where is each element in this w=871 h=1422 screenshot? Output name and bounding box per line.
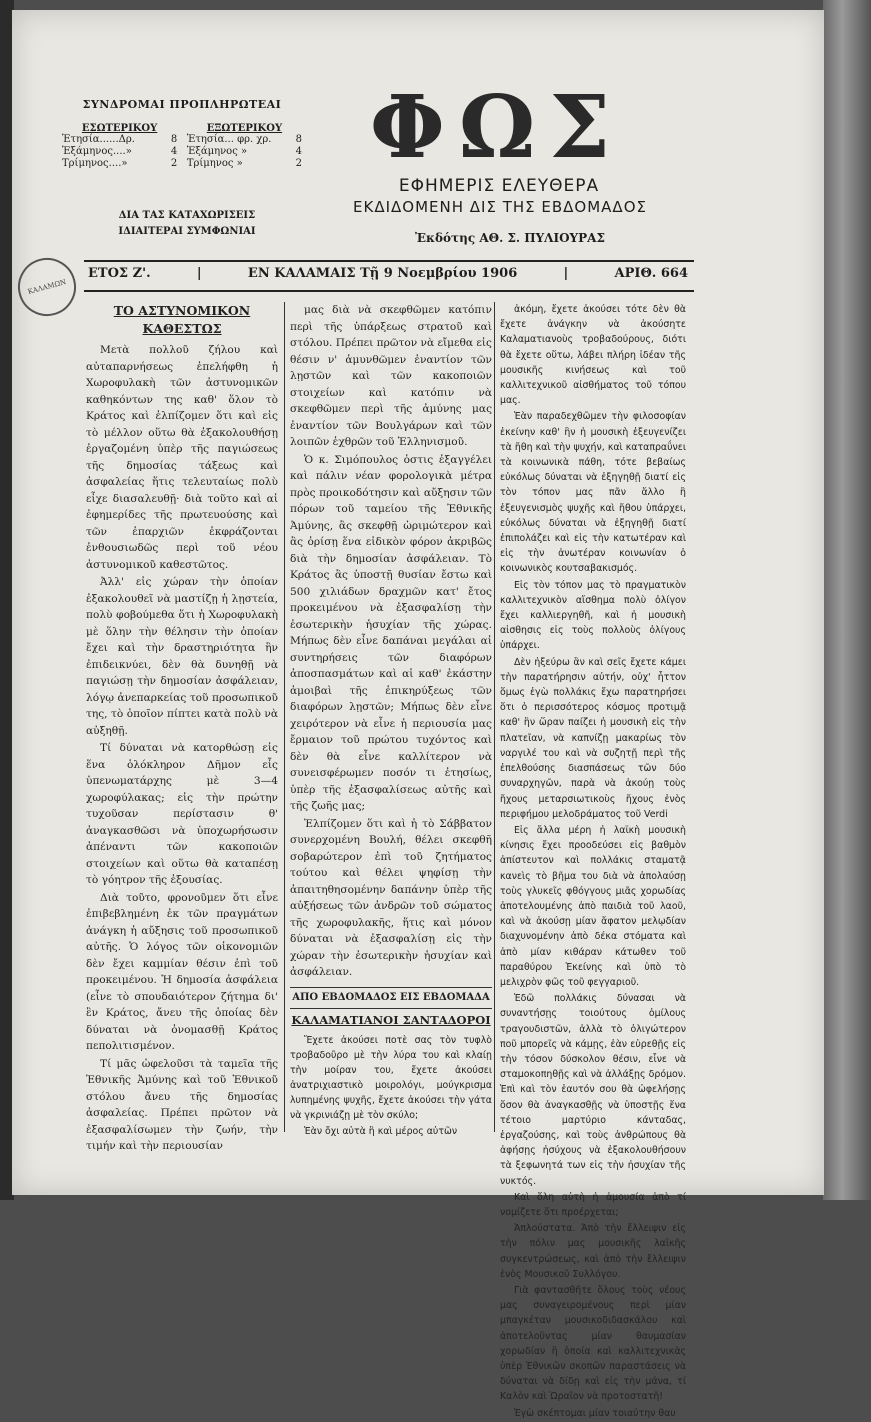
domestic-header: ΕΣΩΤΕΡΙΚΟΥ <box>81 123 158 134</box>
rate-row: Ἐξάμηνος....» 4 <box>62 146 178 157</box>
place-date: ΕΝ ΚΑΛΑΜΑΙΣ Τῇ 9 Νοεμβρίου 1906 <box>247 266 518 281</box>
foreign-header: ΕΞΩΤΕΡΙΚΟΥ <box>206 123 283 134</box>
rate-row: Τρίμηνος....» 2 <box>62 158 178 169</box>
section-body <box>290 1033 492 1139</box>
separator: | <box>196 266 202 281</box>
paragraph: Μετὰ πολλοῦ ζήλου καὶ αὐταπαρνήσεως ἐπελήφθη ἡ Χωροφυλακὴ τῶν ἀστυνομικῶν καθηκόντων της καθ' ὅλον τὸ Κράτος καὶ ἐλπίζομεν ὅτι καὶ εἰς τὸ μέλλον οὕτω θὰ ἐξακολουθήσῃ ἐργαζομένη ὑπὲρ τῆς παγιώσεως τῆς δημοσίας τάξεως καὶ ἀσφαλείας ἥτις τελευταίως πολὺ εἶχε διασαλευθῇ· διὰ τοῦτο καὶ αἱ ἐφημερίδες τῆς πρωτευούσης καὶ τῶν ἐπαρχιῶν ἐκφράζονται ἐνθουσιωδῶς περὶ τοῦ νέου ἀστυνομικοῦ καθεστῶτος. <box>86 344 278 571</box>
ads-line-2: ΙΔΙΑΙΤΕΡΑΙ ΣΥΜΦΩΝΙΑΙ <box>118 226 256 237</box>
subtitle-twice-weekly: ΕΚΔΙΔΟΜΕΝΗ ΔΙΣ ΤΗΣ ΕΒΔΟΜΑΔΟΣ <box>353 198 647 216</box>
year-label: ΕΤΟΣ Ζ'. <box>88 266 151 281</box>
page-edge <box>823 0 871 1200</box>
paragraph: ἀκόμη, ἔχετε ἀκούσει τότε δὲν θὰ ἔχετε ἀνάγκην νὰ ἀκούσητε Καλαματιανοὺς τροβαδούρους, διότι θὰ ἔχετε οὕτω, λάβει πλήρη ἰδέαν τῆς μουσικῆς κινήσεως καὶ τοῦ καλλιτεχνικοῦ αἰσθήματος τοῦ τόπου μας. <box>500 304 686 407</box>
section-title: ΑΠΟ ΕΒΔΟΜΑΔΟΣ ΕΙΣ ΕΒΔΟΜΑΔΑ <box>290 987 492 1010</box>
dateline <box>88 266 688 281</box>
paragraph: Εἰς τὸν τόπον μας τὸ πραγματικὸν καλλιτεχνικὸν αἴσθημα πολὺ ὀλίγον ἔχει καλλιεργηθῆ, καὶ ἡ μουσικὴ αἰσθησις εἰς τοὺς πολλοὺς ὀλίγους ὑπάρχει. <box>500 579 686 652</box>
paragraph: Τί μᾶς ὠφελοῦσι τὰ ταμεῖα τῆς Ἐθνικῆς Ἀμύνης καὶ τοῦ Ἐθνικοῦ στόλου ἄνευ τῆς δημοσίας ἀσφαλείας. Πρέπει πρῶτον νὰ ἐξασφαλίσωμεν τὴν ζωήν, τὴν τιμήν καὶ τὴν περιουσίαν <box>86 1057 278 1152</box>
rate-row: Ἐτησία... φρ. χρ. 8 <box>186 134 302 145</box>
rate-row: Ἐξάμηνος » 4 <box>186 146 302 157</box>
bottom-rule <box>84 290 694 292</box>
paragraph: Ἐὰν ὄχι αὐτὰ ἢ καὶ μέρος αὐτῶν <box>304 1125 458 1137</box>
article-continued <box>290 302 492 1140</box>
paragraph: Γιὰ φαντασθῆτε ὅλους τοὺς νέους μας συναγειρομένους περὶ μίαν μπαγκέταν μουσικοδιδασκάλου καὶ ἀποτελοῦντας μίαν θαυμασίαν χορωδίαν ἢ ὁποία καὶ καλλιτεχνικὰς ὑπὲρ Ἐθνικῶν σκοπῶν παραστάσεις νὰ δύναται νὰ δίδῃ καὶ εἰς τὴν μάνα, τί Καλὸν καὶ Ὡραῖον νὰ προτοστατῆ! <box>500 1285 686 1403</box>
paragraph: Ἁπλούστατα. Ἀπὸ τὴν ἔλλειψιν εἰς τὴν πόλιν μας μουσικῆς λαϊκῆς συγκεντρώσεως, καὶ ἀπὸ τὴν ἔλλειψιν ἑνὸς Μουσικοῦ Συλλόγου. <box>500 1223 686 1280</box>
paragraph: Ἐὰν παραδεχθῶμεν τὴν φιλοσοφίαν ἐκείνην καθ' ἣν ἡ μουσικὴ ἐξευγενίζει τὰ ἤθη καὶ τὴν ψυχήν, καὶ καταπραΰνει τὰ κοινωνικὰ πάθη, τότε βεβαίως εὐκόλως δύναται νὰ ἐξηγηθῇ διατί εἰς τὸν τόπον μας πᾶν ἄλλο ἢ ἐξευγενισμὸς ψυχῆς καὶ ἤθου ὑπάρχει, εὐκόλως δύναται νὰ ἐξηγηθῇ διατί ἐπιπολάζει καὶ εἰς τὴν κατωτέραν καὶ εἰς τὴν ἀνωτέραν κοινωνίαν ὁ κοινωνικὸς κουτσαβακισμός. <box>500 411 686 575</box>
newspaper-page <box>12 10 824 1419</box>
section-headline: ΚΑΛΑΜΑΤΙΑΝΟΙ ΣΑΝΤΑΔΟΡΟΙ <box>291 1013 491 1027</box>
rate-row: Ἐτησία......Δρ. 8 <box>62 134 178 145</box>
paragraph: Ἔχετε ἀκούσει ποτὲ σας τὸν τυφλὸ τροβαδοῦρο μὲ τὴν λύρα του καὶ κλαίῃ τὴν μοίραν του, ἔχετε ἀκούσει ἀνατριχιαστικὸ μοιρολόγι, μούγκρισμα λυπημένης ψυχῆς, ἔχετε ἀκούσει τὴν γάτα νὰ γκρινιάζῃ μὲ τὸν σκύλο; <box>290 1034 492 1121</box>
subscription-title: ΣΥΝΔΡΟΜΑΙ ΠΡΟΠΛΗΡΩΤΕΑΙ <box>82 98 282 111</box>
paragraph: Ἐδῶ πολλάκις δύνασαι νὰ συναντήσῃς τοιούτους ὁμίλους τραγουδιστῶν, ἀλλὰ τὸ ὀλιγώτερον ποῦ μπορεῖς νὰ κάμῃς, ἐὰν εὑρεθῇς εἰς τὴν τόσον δύσκολον θέσιν, εἶνε νὰ σταμοκοπηθῇς καὶ νὰ ἀλλάξῃς δρόμον. Ἐπὶ καὶ τὸν ἑαυτόν σου θὰ ὠφελήσῃς ὅσον θὰ ἀναγκασθῇς νὰ ὑποστῇς ἕνα τέτοιο μαρτύριο κάνταδας, ἐργαζούσης, καὶ τοὺς ἀνθρώπους θὰ ἀφήσῃς ἡσύχους νὰ ἐξακολουθήσουν τὰ ξεφωνητά των εἰς τὴν ἡσυχίαν τῆς νυκτός. <box>500 993 686 1187</box>
article-headline: ΤΟ ΑΣΤΥΝΟΜΙΚΟΝ ΚΑΘΕΣΤΩΣ <box>113 303 251 336</box>
library-stamp: ΚΑΛΑΜΩΝ <box>11 251 82 322</box>
subscription-box <box>62 98 302 170</box>
separator: | <box>563 266 569 281</box>
paragraph: μας διὰ νὰ σκεφθῶμεν κατόπιν περὶ τῆς ὑπάρξεως στρατοῦ καὶ στόλου. Πρέπει πρῶτον νὰ εἴμεθα εἰς θέσιν ν' ἀμυνθῶμεν ἐναντίον τῶν λῃστῶν καὶ τῶν κακοποιῶν στοιχείων καὶ κατόπιν νὰ σκεφθῶμεν περὶ τῆς ἀμύνης μας ἐναντίον τῶν Βουλγάρων καὶ τῶν λοιπῶν ἐχθρῶν τοῦ Ἑλληνισμοῦ. <box>290 304 492 448</box>
paragraph: Τί δύναται νὰ κατορθώσῃ εἰς ἕνα ὁλόκληρον Δῆμον εἷς ὑπενωματάρχης μὲ 3—4 χωροφύλακας; εἰς τὴν πρώτην τυχοῦσαν περίστασιν θ' ἀναγκασθῶσι νὰ ὑποχωρήσωσιν ἀπέναντι τῶν κακοποιῶν στοιχείων καὶ οὕτω θὰ καταπέσῃ τὸ γόητρον τῆς ἐξουσίας. <box>86 742 278 886</box>
paragraph: Ἐγὼ σκέπτομαι μίαν τοιαύτην θαυ <box>514 1407 676 1419</box>
domestic-rates <box>62 123 177 170</box>
issue-number: ΑΡΙΘ. 664 <box>614 266 688 281</box>
column-divider-1 <box>284 302 285 1132</box>
paragraph: Ἐλπίζομεν ὅτι καὶ ἡ τὸ Σάββατον συνερχομένη Βουλή, θέλει σκεφθῆ σοβαρώτερον ἐπὶ τοῦ ζητήματος τούτου καὶ θέλει ψηφίσῃ τὴν ἀπαιτηθησομένην δαπάνην ὑπὲρ τῆς αὐξήσεως τῶν ἀνδρῶν τοῦ σώματος τῆς χωροφυλακῆς, ἥτις καὶ μόνον δύναται νὰ ἐξασφαλίσῃ εἰς τὴν χώραν τὴν ἐσωτερικὴν ἡσυχίαν καὶ ἀσφάλειαν. <box>290 817 492 978</box>
article-police <box>86 302 278 1156</box>
paragraph: Εἰς ἄλλα μέρη ἡ λαϊκὴ μουσικὴ κίνησις ἔχει προοδεύσει εἰς βαθμὸν ἀπίστευτον καὶ πολλάκις σταματᾷ κανεὶς τὸ βῆμα του διὰ νὰ ἀπολαύσῃ τοὺς γλυκεῖς φθόγγους μιᾶς χορωδίας ἀποτελουμένης ἀπὸ παιδιὰ τοῦ λαοῦ, καὶ νὰ ἀκούσῃ μίαν ἄφατον μελῳδίαν διαχυνομένην ἀπὸ δέκα στόματα καὶ ἀπὸ μίαν κιθάραν κάτωθεν τοῦ παραθύρου Ἐκείνης καὶ ὑπὸ τὸ μελιχρὸν φῶς τοῦ φεγγαριοῦ. <box>500 824 686 988</box>
column-divider-2 <box>494 302 495 1132</box>
paragraph: Ἀλλ' εἰς χώραν τὴν ὁποίαν ἐξακολουθεῖ νὰ μαστίζῃ ἡ λῃστεία, πολὺ φοβούμεθα ὅτι ἡ Χωροφυλακὴ μὲ ὅλην τὴν θέλησιν τὴν ὁποίαν ἔχει καὶ τὴν δραστηριότητα ἣν ἐπιδεικνύει, δὲν θὰ δυνηθῇ νὰ παγιώσῃ τὴν δημοσίαν ἀσφάλειαν, λόγῳ ἀνεπαρκείας τοῦ προσωπικοῦ της, τὸ ὁποῖον πίπτει κατὰ πολὺ νὰ αὐξηθῇ. <box>86 576 278 737</box>
article-music <box>500 302 686 1422</box>
paragraph: Δὲν ἠξεύρω ἂν καὶ σεῖς ἔχετε κάμει τὴν παρατήρησιν αὐτήν, οὐχ' ἧττον ὅμως ἐγὼ πολλάκις ἔχω παρατηρήσει ὅτι ὁ περισσότερος κόσμος προτιμᾷ καθ' ἣν ὥραν παίζει ἡ μουσικὴ εἰς τὴν πλατεῖαν, νὰ καπνίζῃ μακαρίως τὸν ναργιλέ του καὶ νὰ συζητῇ περὶ τῆς ἐπελθούσης διασπάσεως τῶν δύο συναρχηγῶν, παρὰ νὰ ἀκούῃ τοὺς ἤχους μεταρσιωτικοὺς ἤχους ἑνὸς περιφήμου μελοδράματος τοῦ Verdi <box>500 656 686 820</box>
subtitle-free-newspaper: ΕΦΗΜΕΡΙΣ ΕΛΕΥΘΕΡΑ <box>398 176 600 196</box>
rate-row: Τρίμηνος » 2 <box>186 158 302 169</box>
paragraph: Καὶ ὅλη αὐτὴ ἡ ἀμουσία ἀπὸ τί νομίζετε ὅτι προέρχεται; <box>500 1191 686 1218</box>
foreign-rates <box>187 123 302 170</box>
top-rule <box>84 260 694 262</box>
paragraph: Διὰ τοῦτο, φρονοῦμεν ὅτι εἶνε ἐπιβεβλημένη ἐκ τῶν πραγμάτων ἀνάγκη ἡ αὔξησις τοῦ προσωπικοῦ αὐτῆς. Ὁ λόγος τῶν οἰκονομιῶν δὲν ἔχει καμμίαν θέσιν ἐπὶ τοῦ προκειμένου. Ἡ δημοσία ἀσφάλεια (εἶνε τὸ σπουδαιότερον ζήτημα δι' ἓν Κράτος, ἄνευ τῆς ὁποίας δὲν δύναται νὰ ὀνομασθῇ Κράτος πεπολιτισμένον. <box>86 891 278 1052</box>
paragraph: Ὁ κ. Σιμόπουλος ὁστις ἐξαγγέλει καὶ πάλιν νέαν φορολογικὰ μέτρα πρὸς προικοδότησιν καὶ αὔξησιν τῶν πόρων τοῦ ταμείου τῆς Ἐθνικῆς Ἀμύνης, ἂς σκεφθῇ ὡριμώτερον καὶ ἂς ὁρίσῃ ἕνα εἰδικὸν φόρον ἀκριβῶς διὰ τὴν δημοσίαν ἀσφάλειαν. Τὸ Κράτος ἂς ὑποστῇ θυσίαν ἔστω καὶ 500 χιλιάδων δραχμῶν κατ' ἔτος προκειμένου νὰ ἐξασφαλίσῃ τὴν ἐσωτερικὴν ἡσυχίαν τῆς χώρας. Μήπως δὲν εἶνε δαπάναι μεγάλαι αἱ συντηρήσεις τῶν διαφόρων ἀποσπασμάτων καὶ αἱ καθ' ἑκάστην ἀμοιβαὶ τῆς ἐπικηρύξεως τῶν διαφόρων λῃστῶν; Μήπως δὲν εἶνε χειρότερον νὰ εἶνε ἡ περιουσία μας ἔρμαιον τοῦ πρώτου τυχόντος καὶ δὲν θὰ εἶνε καλλίτερον νὰ συνεισφέρωμεν ποσόν τι ἐτησίως, ὑπὲρ τῆς ἐξασφαλίσεως αὐτῆς καὶ τῆς ζωῆς μας; <box>290 453 492 812</box>
newspaper-logo: ΦΩΣ <box>369 77 625 178</box>
ads-line-1: ΔΙΑ ΤΑΣ ΚΑΤΑΧΩΡΙΣΕΙΣ <box>118 210 256 221</box>
publisher-line: Ἐκδότης ΑΘ. Σ. ΠΥΛΙΟΥΡΑΣ <box>415 231 605 245</box>
ads-notice <box>72 208 302 240</box>
